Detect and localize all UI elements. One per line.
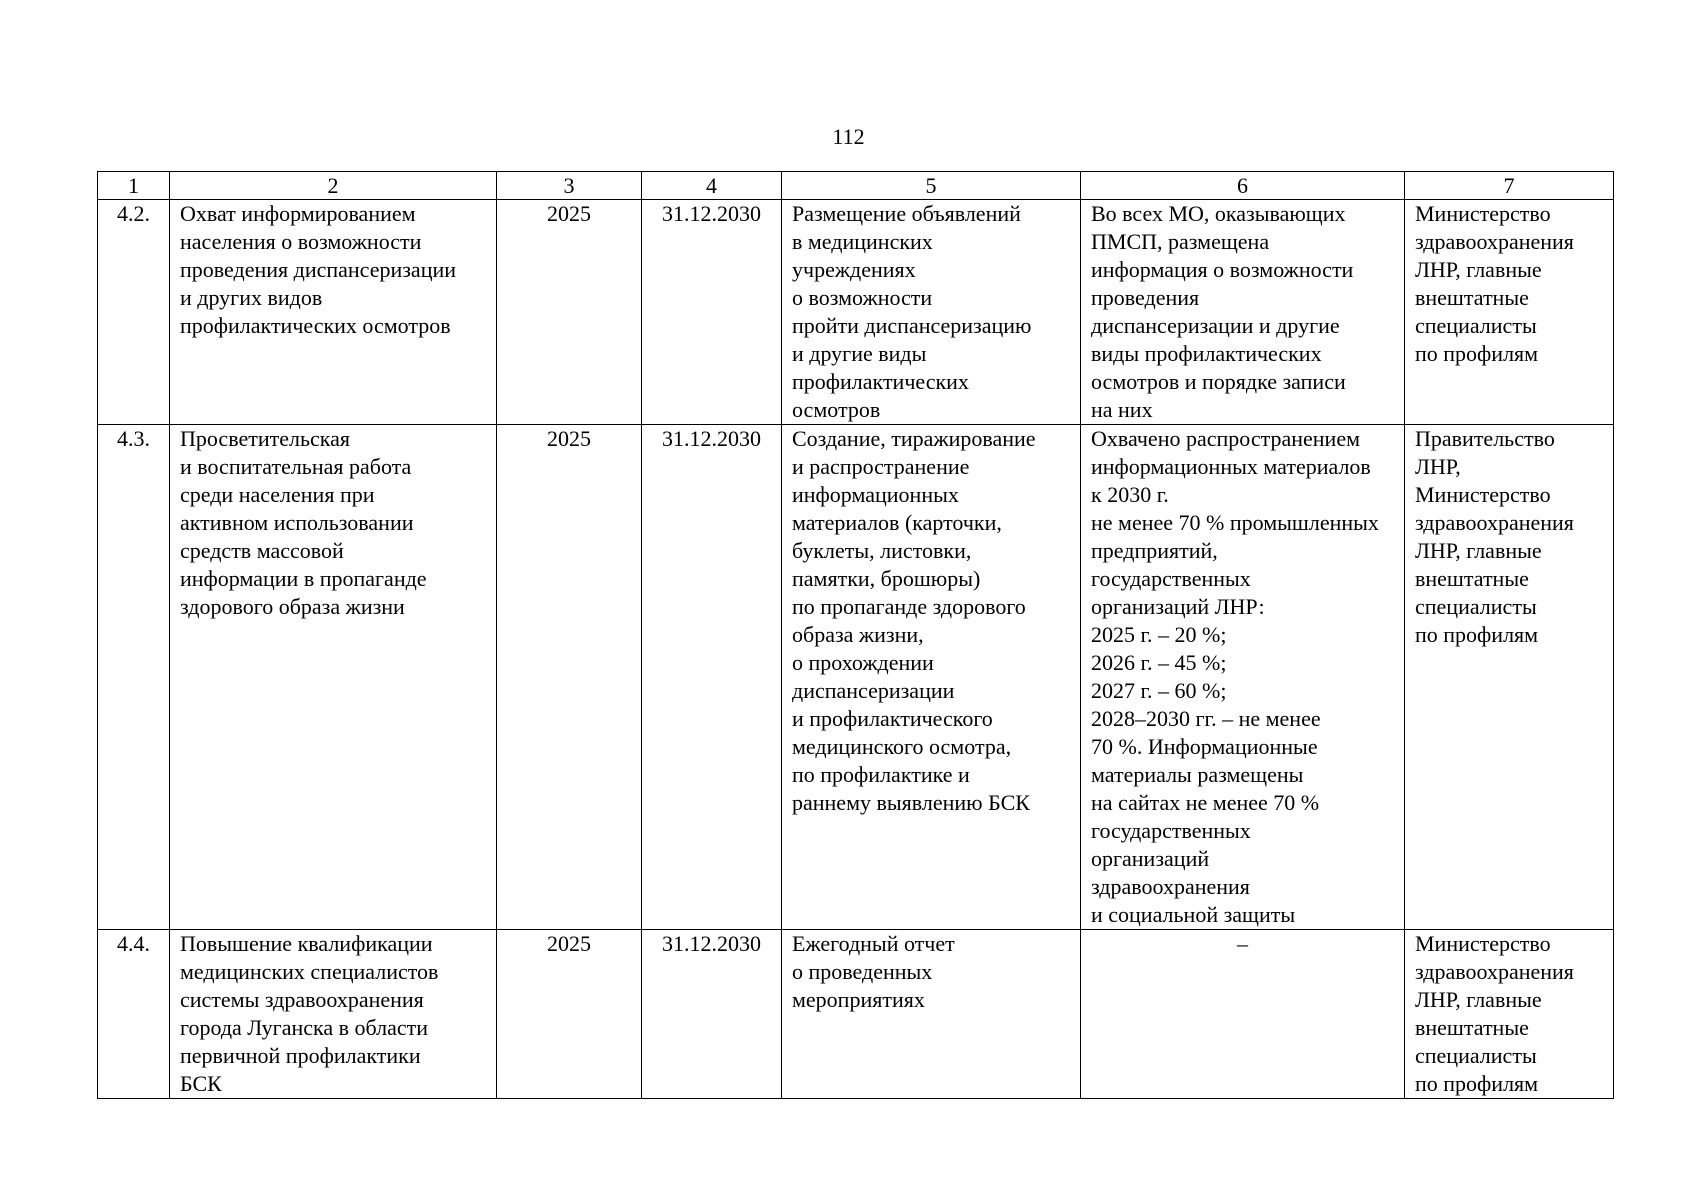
text-line: профилактических осмотров <box>180 313 451 338</box>
text-line: Повышение квалификации <box>180 931 433 956</box>
text-line: материалы размещены <box>1091 762 1304 787</box>
header-row <box>98 172 1614 200</box>
text-line: Просветительская <box>180 426 351 451</box>
table-row-4-2 <box>98 200 1614 425</box>
text-line: города Луганска в области <box>180 1015 429 1040</box>
text-line: Охват информированием <box>180 201 416 226</box>
text-line: Министерство <box>1415 931 1551 956</box>
column-header-5: 5 <box>782 172 1081 200</box>
text-line: Охвачено распространением <box>1091 426 1361 451</box>
text-line: 2026 г. – 45 %; <box>1091 650 1227 675</box>
indicator-cell <box>1081 425 1405 930</box>
column-header-4: 4 <box>642 172 782 200</box>
text-line: 70 %. Информационные <box>1091 734 1318 759</box>
text-line: по пропаганде здорового <box>792 594 1026 619</box>
text-line: диспансеризации <box>792 678 955 703</box>
text-line: организаций ЛНР: <box>1091 594 1265 619</box>
text-line: здравоохранения <box>1415 229 1574 254</box>
result-cell <box>782 200 1081 425</box>
text-line: Правительство <box>1415 426 1555 451</box>
result-cell <box>782 425 1081 930</box>
text-line: виды профилактических <box>1091 341 1322 366</box>
text-line: специалисты <box>1415 1043 1537 1068</box>
text-line: внештатные <box>1415 285 1529 310</box>
text-line: организаций <box>1091 846 1210 871</box>
responsible-cell <box>1405 200 1614 425</box>
text-line: мероприятиях <box>792 987 925 1012</box>
text-line: информационных <box>792 482 959 507</box>
text-line: ПМСП, размещена <box>1091 229 1270 254</box>
text-line: ЛНР, <box>1415 454 1461 479</box>
text-line: активном использовании <box>180 510 414 535</box>
text-line: учреждениях <box>792 257 916 282</box>
text-line: населения о возможности <box>180 229 422 254</box>
end-date-cell: 31.12.2030 <box>642 200 782 425</box>
result-cell <box>782 930 1081 1099</box>
row-number: 4.2. <box>98 200 170 425</box>
end-date-cell: 31.12.2030 <box>642 425 782 930</box>
text-line: 2027 г. – 60 %; <box>1091 678 1227 703</box>
text-line: буклеты, листовки, <box>792 538 972 563</box>
text-line: здравоохранения <box>1091 874 1250 899</box>
start-year-cell: 2025 <box>497 930 642 1099</box>
text-line: проведения диспансеризации <box>180 257 457 282</box>
text-line: Размещение объявлений <box>792 201 1021 226</box>
activity-cell <box>170 425 497 930</box>
text-line: и профилактического <box>792 706 993 731</box>
text-line: о возможности <box>792 285 933 310</box>
row-number: 4.3. <box>98 425 170 930</box>
text-line: БСК <box>180 1071 222 1096</box>
text-line: Ежегодный отчет <box>792 931 955 956</box>
text-line: здравоохранения <box>1415 959 1574 984</box>
text-line: государственных <box>1091 566 1251 591</box>
text-line: диспансеризации и другие <box>1091 313 1340 338</box>
text-line: о проведенных <box>792 959 933 984</box>
text-line: государственных <box>1091 818 1251 843</box>
text-line: информационных материалов <box>1091 454 1371 479</box>
text-line: внештатные <box>1415 1015 1529 1040</box>
text-line: осмотров <box>792 397 881 422</box>
text-line: 2025 г. – 20 %; <box>1091 622 1227 647</box>
page-number: 112 <box>832 124 865 149</box>
start-year-cell: 2025 <box>497 425 642 930</box>
text-line: и других видов <box>180 285 323 310</box>
end-date-cell: 31.12.2030 <box>642 930 782 1099</box>
text-line: 2028–2030 гг. – не менее <box>1091 706 1321 731</box>
column-header-6: 6 <box>1081 172 1405 200</box>
text-line: системы здравоохранения <box>180 987 424 1012</box>
text-line: информация о возможности <box>1091 257 1354 282</box>
text-line: первичной профилактики <box>180 1043 421 1068</box>
text-line: среди населения при <box>180 482 375 507</box>
measures-table <box>97 171 1614 1099</box>
column-header-2: 2 <box>170 172 497 200</box>
text-line: на них <box>1091 397 1153 422</box>
text-line: средств массовой <box>180 538 344 563</box>
text-line: и другие виды <box>792 341 927 366</box>
table-row-4-3 <box>98 425 1614 930</box>
responsible-cell <box>1405 425 1614 930</box>
text-line: раннему выявлению БСК <box>792 790 1030 815</box>
row-number: 4.4. <box>98 930 170 1099</box>
text-line: по профилям <box>1415 341 1539 366</box>
table-row-4-4 <box>98 930 1614 1099</box>
column-header-3: 3 <box>497 172 642 200</box>
text-line: на сайтах не менее 70 % <box>1091 790 1320 815</box>
text-line: информации в пропаганде <box>180 566 427 591</box>
text-line: к 2030 г. <box>1091 482 1169 507</box>
activity-cell <box>170 200 497 425</box>
text-line: предприятий, <box>1091 538 1218 563</box>
text-line: материалов (карточки, <box>792 510 1002 535</box>
activity-cell <box>170 930 497 1099</box>
text-line: по профилям <box>1415 1071 1539 1096</box>
text-line: проведения <box>1091 285 1200 310</box>
responsible-cell <box>1405 930 1614 1099</box>
column-header-1: 1 <box>98 172 170 200</box>
text-line: специалисты <box>1415 594 1537 619</box>
text-line: внештатные <box>1415 566 1529 591</box>
text-line: ЛНР, главные <box>1415 257 1542 282</box>
text-line: по профилям <box>1415 622 1539 647</box>
text-line: Создание, тиражирование <box>792 426 1036 451</box>
text-line: осмотров и порядке записи <box>1091 369 1346 394</box>
text-line: в медицинских <box>792 229 933 254</box>
text-line: не менее 70 % промышленных <box>1091 510 1379 535</box>
text-line: ЛНР, главные <box>1415 987 1542 1012</box>
text-line: профилактических <box>792 369 969 394</box>
text-line: Министерство <box>1415 201 1551 226</box>
text-line: по профилактике и <box>792 762 970 787</box>
text-line: медицинских специалистов <box>180 959 439 984</box>
column-header-7: 7 <box>1405 172 1614 200</box>
text-line: здравоохранения <box>1415 510 1574 535</box>
text-line: здорового образа жизни <box>180 594 405 619</box>
text-line: и распространение <box>792 454 970 479</box>
text-line: памятки, брошюры) <box>792 566 981 591</box>
text-line: о прохождении <box>792 650 934 675</box>
text-line: Во всех МО, оказывающих <box>1091 201 1346 226</box>
indicator-cell <box>1081 930 1405 1099</box>
text-line: – <box>1237 931 1248 956</box>
text-line: и воспитательная работа <box>180 454 412 479</box>
text-line: специалисты <box>1415 313 1537 338</box>
text-line: ЛНР, главные <box>1415 538 1542 563</box>
indicator-cell <box>1081 200 1405 425</box>
text-line: пройти диспансеризацию <box>792 313 1032 338</box>
text-line: Министерство <box>1415 482 1551 507</box>
text-line: медицинского осмотра, <box>792 734 1012 759</box>
text-line: образа жизни, <box>792 622 924 647</box>
text-line: и социальной защиты <box>1091 902 1296 927</box>
start-year-cell: 2025 <box>497 200 642 425</box>
